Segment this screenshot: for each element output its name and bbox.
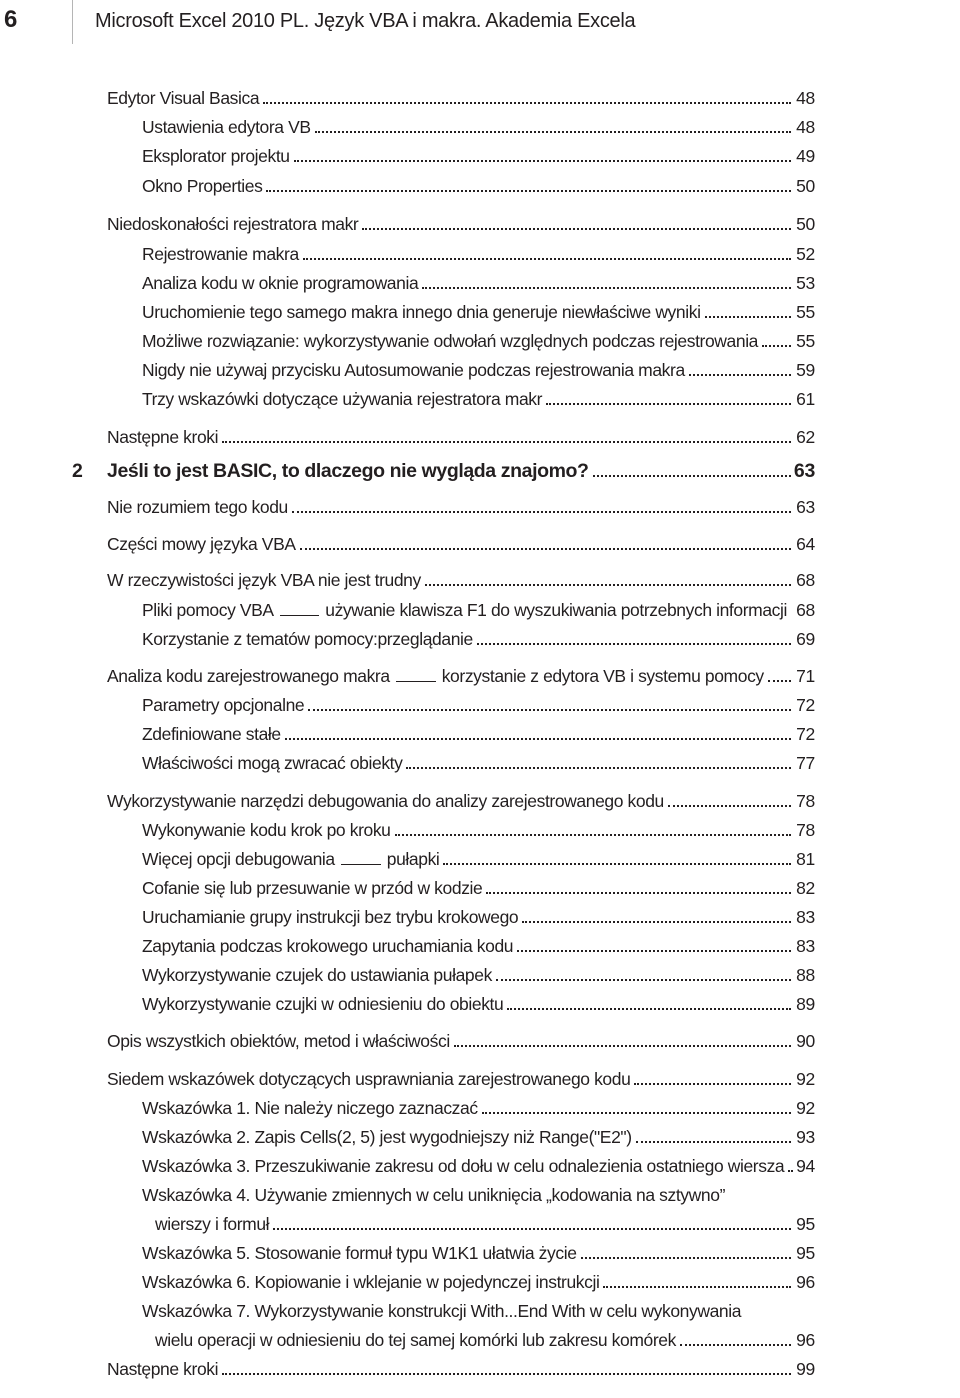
toc-entry-row[interactable] bbox=[0, 172, 960, 200]
toc-entry-row[interactable] bbox=[0, 240, 960, 268]
toc-entry-title: Opis wszystkich obiektów, metod i właściwości bbox=[107, 1031, 450, 1051]
dot-leader bbox=[425, 584, 791, 586]
toc-entry-row[interactable] bbox=[0, 493, 960, 521]
page-number: 6 bbox=[4, 6, 18, 33]
toc-entry bbox=[155, 1326, 815, 1354]
toc-entry-row[interactable] bbox=[0, 787, 960, 815]
dot-leader bbox=[273, 1228, 791, 1230]
toc-entry-title: Eksplorator projektu bbox=[142, 146, 290, 166]
toc-entry bbox=[142, 1297, 741, 1325]
toc-page-number: 90 bbox=[796, 1031, 815, 1051]
dot-leader bbox=[395, 834, 791, 836]
toc-entry-title: Następne kroki bbox=[107, 1359, 219, 1379]
toc-entry-row[interactable] bbox=[0, 1027, 960, 1055]
toc-entry-row[interactable] bbox=[0, 1326, 960, 1354]
toc-entry-row[interactable] bbox=[0, 1123, 960, 1151]
toc-page-number: 89 bbox=[796, 994, 815, 1014]
toc-entry-title: Wskazówka 4. Używanie zmiennych w celu uniknięcia „kodowania na sztywno” bbox=[142, 1185, 725, 1205]
toc-page-number: 96 bbox=[796, 1330, 815, 1350]
dot-leader bbox=[308, 709, 791, 711]
dot-leader bbox=[294, 160, 791, 162]
toc-page-number: 52 bbox=[796, 244, 815, 264]
toc-entry-row[interactable] bbox=[0, 113, 960, 141]
dot-leader bbox=[406, 767, 791, 769]
toc-entry bbox=[142, 1123, 815, 1151]
toc-entry bbox=[142, 240, 815, 268]
toc-entry-row[interactable] bbox=[0, 625, 960, 653]
toc-entry bbox=[142, 625, 815, 653]
dot-leader bbox=[522, 921, 791, 923]
header-divider bbox=[72, 0, 73, 44]
toc-page-number: 83 bbox=[796, 907, 815, 927]
toc-chapter-row[interactable] bbox=[0, 457, 960, 485]
dot-leader bbox=[593, 475, 791, 477]
dot-leader bbox=[603, 1286, 791, 1288]
toc-page-number: 99 bbox=[796, 1359, 815, 1379]
toc-entry bbox=[107, 493, 815, 521]
dot-leader bbox=[454, 1045, 791, 1047]
toc-entry-title: Wskazówka 5. Stosowanie formuł typu W1K1 ułatwia życie bbox=[142, 1243, 577, 1263]
toc-entry-title: Wykorzystywanie czujki w odniesieniu do obiektu bbox=[142, 994, 504, 1014]
toc-page-number: 72 bbox=[796, 724, 815, 744]
em-dash bbox=[396, 681, 436, 682]
toc-entry-row[interactable] bbox=[0, 1355, 960, 1383]
toc-entry-row[interactable] bbox=[0, 596, 960, 624]
toc-page-number: 50 bbox=[796, 214, 815, 234]
toc-entry-title: Wykonywanie kodu krok po kroku bbox=[142, 820, 391, 840]
dot-leader bbox=[546, 403, 791, 405]
toc-entry-row[interactable] bbox=[0, 1152, 960, 1180]
toc-entry-row[interactable] bbox=[0, 1210, 960, 1238]
dot-leader bbox=[222, 1373, 791, 1375]
toc-entry-title: Trzy wskazówki dotyczące używania rejestratora makr bbox=[142, 389, 543, 409]
toc-entry bbox=[142, 1094, 815, 1122]
toc-entry bbox=[107, 787, 815, 815]
toc-entry-title: Wykorzystywanie czujek do ustawiania pułapek bbox=[142, 965, 492, 985]
toc-entry bbox=[107, 423, 815, 451]
toc-entry bbox=[142, 749, 815, 777]
toc-entry bbox=[142, 816, 815, 844]
toc-entry-title: Uruchamianie grupy instrukcji bez trybu krokowego bbox=[142, 907, 519, 927]
toc-entry bbox=[142, 385, 815, 413]
toc-page-number: 49 bbox=[796, 146, 815, 166]
toc-entry-row[interactable] bbox=[0, 1297, 960, 1325]
toc-entry bbox=[142, 356, 815, 384]
dot-leader bbox=[768, 680, 791, 682]
toc-entry-title: Analiza kodu w oknie programowania bbox=[142, 273, 419, 293]
toc-page-number: 63 bbox=[796, 497, 815, 517]
toc-entry bbox=[142, 113, 815, 141]
toc-entry-subtitle: pułapki bbox=[386, 849, 440, 869]
toc-entry-row[interactable] bbox=[0, 961, 960, 989]
toc-entry-row[interactable] bbox=[0, 749, 960, 777]
toc-entry-row[interactable] bbox=[0, 845, 960, 873]
toc-entry-title: Wskazówka 3. Przeszukiwanie zakresu od dołu w celu odnalezienia ostatniego wiersza bbox=[142, 1156, 785, 1176]
toc-page-number: 88 bbox=[796, 965, 815, 985]
toc-entry-row[interactable] bbox=[0, 816, 960, 844]
dot-leader bbox=[362, 228, 791, 230]
toc-entry-row[interactable] bbox=[0, 269, 960, 297]
toc-entry-title: Siedem wskazówek dotyczących usprawniania zarejestrowanego kodu bbox=[107, 1069, 631, 1089]
dot-leader bbox=[486, 892, 791, 894]
page-header bbox=[0, 0, 960, 45]
toc-entry-title: Cofanie się lub przesuwanie w przód w kodzie bbox=[142, 878, 483, 898]
toc-page-number: 93 bbox=[796, 1127, 815, 1147]
dot-leader bbox=[477, 643, 791, 645]
toc-entry-row[interactable] bbox=[0, 1094, 960, 1122]
toc-page-number: 62 bbox=[796, 427, 815, 447]
dot-leader bbox=[222, 441, 791, 443]
toc-page-number: 77 bbox=[796, 753, 815, 773]
toc-entry-row[interactable] bbox=[0, 1239, 960, 1267]
toc-entry-title: Wykorzystywanie narzędzi debugowania do analizy zarejestrowanego kodu bbox=[107, 791, 664, 811]
toc-entry bbox=[142, 1268, 815, 1296]
toc-entry-row[interactable] bbox=[0, 298, 960, 326]
toc-page-number: 92 bbox=[796, 1069, 815, 1089]
toc-entry-row[interactable] bbox=[0, 990, 960, 1018]
toc-entry bbox=[142, 903, 815, 931]
dot-leader bbox=[680, 1344, 791, 1346]
toc-entry bbox=[142, 596, 815, 624]
toc-page-number: 82 bbox=[796, 878, 815, 898]
toc-page-number: 95 bbox=[796, 1214, 815, 1234]
toc-entry-row[interactable] bbox=[0, 720, 960, 748]
dot-leader bbox=[303, 258, 791, 260]
toc-entry-title: Więcej opcji debugowania bbox=[142, 849, 335, 869]
dot-leader bbox=[689, 374, 791, 376]
toc-page-number: 63 bbox=[793, 460, 815, 482]
toc-entry-row[interactable] bbox=[0, 84, 960, 112]
toc-entry bbox=[107, 457, 815, 485]
toc-page-number: 69 bbox=[796, 629, 815, 649]
toc-entry bbox=[142, 990, 815, 1018]
dot-leader bbox=[788, 1170, 791, 1172]
toc-page-number: 68 bbox=[796, 570, 815, 590]
toc-page-number: 48 bbox=[796, 117, 815, 137]
toc-entry-title: Zapytania podczas krokowego uruchamiania kodu bbox=[142, 936, 514, 956]
toc-entry-row[interactable] bbox=[0, 385, 960, 413]
toc-entry-title: Wskazówka 2. Zapis Cells(2, 5) jest wygodniejszy niż Range("E2") bbox=[142, 1127, 632, 1147]
toc-page-number: 96 bbox=[796, 1272, 815, 1292]
toc-entry-title: Korzystanie z tematów pomocy:przeglądanie bbox=[142, 629, 473, 649]
toc-entry bbox=[142, 874, 815, 902]
em-dash bbox=[341, 864, 381, 865]
toc-page-number: 78 bbox=[796, 791, 815, 811]
toc-entry-row[interactable] bbox=[0, 530, 960, 558]
toc-entry bbox=[142, 298, 815, 326]
toc-entry bbox=[142, 1239, 815, 1267]
dot-leader bbox=[668, 805, 791, 807]
toc-page-number: 59 bbox=[796, 360, 815, 380]
dot-leader bbox=[292, 511, 791, 513]
toc-page-number: 94 bbox=[796, 1156, 815, 1176]
toc-entry-title: Analiza kodu zarejestrowanego makra bbox=[107, 666, 390, 686]
toc-entry-title: Parametry opcjonalne bbox=[142, 695, 305, 715]
toc-entry-row[interactable] bbox=[0, 1065, 960, 1093]
toc-entry bbox=[142, 845, 815, 873]
dot-leader bbox=[496, 979, 791, 981]
toc-entry bbox=[107, 210, 815, 238]
toc-entry-subtitle: używanie klawisza F1 do wyszukiwania potrzebnych informacji bbox=[325, 600, 787, 620]
toc-entry-title: wierszy i formuł bbox=[155, 1214, 270, 1234]
toc-entry-row[interactable] bbox=[0, 1268, 960, 1296]
toc-entry-title: Wskazówka 1. Nie należy niczego zaznaczać bbox=[142, 1098, 478, 1118]
toc-entry bbox=[142, 142, 815, 170]
toc-page-number: 72 bbox=[796, 695, 815, 715]
toc-entry bbox=[155, 1210, 815, 1238]
toc-entry-title: Niedoskonałości rejestratora makr bbox=[107, 214, 359, 234]
dot-leader bbox=[315, 131, 791, 133]
toc-entry bbox=[107, 530, 815, 558]
toc-entry-title: Następne kroki bbox=[107, 427, 219, 447]
toc-entry-title: Uruchomienie tego samego makra innego dnia generuje niewłaściwe wyniki bbox=[142, 302, 701, 322]
dot-leader bbox=[634, 1083, 791, 1085]
toc-page-number: 61 bbox=[796, 389, 815, 409]
toc-entry-title: Okno Properties bbox=[142, 176, 263, 196]
toc-entry-row[interactable] bbox=[0, 423, 960, 451]
toc-entry-row[interactable] bbox=[0, 691, 960, 719]
toc-page-number: 50 bbox=[796, 176, 815, 196]
dot-leader bbox=[705, 316, 791, 318]
toc-entry bbox=[142, 172, 815, 200]
dot-leader bbox=[507, 1008, 791, 1010]
toc-entry-title: Zdefiniowane stałe bbox=[142, 724, 281, 744]
dot-leader bbox=[300, 548, 791, 550]
toc-entry-title: Właściwości mogą zwracać obiekty bbox=[142, 753, 403, 773]
toc-entry-title: Rejestrowanie makra bbox=[142, 244, 299, 264]
dot-leader bbox=[581, 1257, 791, 1259]
dot-leader bbox=[636, 1141, 791, 1143]
toc-entry-row[interactable] bbox=[0, 932, 960, 960]
toc-entry-row[interactable] bbox=[0, 1181, 960, 1209]
toc-entry-title: Ustawienia edytora VB bbox=[142, 117, 311, 137]
toc-entry-row[interactable] bbox=[0, 566, 960, 594]
toc-page-number: 48 bbox=[796, 88, 815, 108]
toc-page-number: 83 bbox=[796, 936, 815, 956]
toc-entry bbox=[142, 932, 815, 960]
dot-leader bbox=[266, 190, 791, 192]
dot-leader bbox=[482, 1112, 791, 1114]
toc-entry-row[interactable] bbox=[0, 903, 960, 931]
toc-entry bbox=[142, 269, 815, 297]
toc-entry-row[interactable] bbox=[0, 874, 960, 902]
toc-entry bbox=[107, 1027, 815, 1055]
toc-entry-title: Edytor Visual Basica bbox=[107, 88, 260, 108]
dot-leader bbox=[422, 287, 791, 289]
toc-page-number: 55 bbox=[796, 302, 815, 322]
toc-entry-title: Nie rozumiem tego kodu bbox=[107, 497, 288, 517]
toc-entry-title: Części mowy języka VBA bbox=[107, 534, 296, 554]
toc-entry bbox=[142, 1152, 815, 1180]
toc-entry bbox=[107, 1065, 815, 1093]
toc-entry-row[interactable] bbox=[0, 662, 960, 690]
toc-entry bbox=[142, 691, 815, 719]
dot-leader bbox=[443, 863, 791, 865]
toc-entry-title: Wskazówka 6. Kopiowanie i wklejanie w pojedynczej instrukcji bbox=[142, 1272, 600, 1292]
toc-entry bbox=[142, 720, 815, 748]
book-title: Microsoft Excel 2010 PL. Język VBA i makra. Akademia Excela bbox=[95, 10, 636, 32]
chapter-number: 2 bbox=[72, 460, 83, 482]
dot-leader bbox=[762, 345, 791, 347]
toc-entry-row[interactable] bbox=[0, 356, 960, 384]
toc-page-number: 53 bbox=[796, 273, 815, 293]
toc-entry-subtitle: korzystanie z edytora VB i systemu pomocy bbox=[441, 666, 764, 686]
toc-page-number: 64 bbox=[796, 534, 815, 554]
toc-entry-title: Pliki pomocy VBA bbox=[142, 600, 274, 620]
em-dash bbox=[280, 615, 320, 616]
dot-leader bbox=[263, 102, 791, 104]
toc-page-number: 81 bbox=[796, 849, 815, 869]
toc-entry-title: wielu operacji w odniesieniu do tej samej komórki lub zakresu komórek bbox=[155, 1330, 676, 1350]
toc-entry bbox=[107, 662, 815, 690]
toc-entry bbox=[142, 961, 815, 989]
toc-entry-row[interactable] bbox=[0, 327, 960, 355]
toc-page-number: 78 bbox=[796, 820, 815, 840]
toc-entry bbox=[142, 327, 815, 355]
toc-entry-row[interactable] bbox=[0, 210, 960, 238]
toc-entry-row[interactable] bbox=[0, 142, 960, 170]
dot-leader bbox=[285, 738, 791, 740]
toc-entry-title: Możliwe rozwiązanie: wykorzystywanie odwołań względnych podczas rejestrowania bbox=[142, 331, 759, 351]
toc-entry bbox=[142, 1181, 725, 1209]
toc-page-number: 71 bbox=[796, 666, 815, 686]
toc-page-number: 55 bbox=[796, 331, 815, 351]
toc-entry-title: W rzeczywistości język VBA nie jest trudny bbox=[107, 570, 421, 590]
toc-entry-title: Jeśli to jest BASIC, to dlaczego nie wygląda znajomo? bbox=[107, 460, 589, 482]
toc-entry bbox=[107, 566, 815, 594]
toc-page-number: 68 bbox=[796, 600, 815, 620]
toc-page-number: 95 bbox=[796, 1243, 815, 1263]
toc-entry bbox=[107, 1355, 815, 1383]
toc-page-number: 92 bbox=[796, 1098, 815, 1118]
toc-entry bbox=[107, 84, 815, 112]
dot-leader bbox=[517, 950, 791, 952]
toc-entry-title: Wskazówka 7. Wykorzystywanie konstrukcji With...End With w celu wykonywania bbox=[142, 1301, 742, 1321]
toc-entry-title: Nigdy nie używaj przycisku Autosumowanie podczas rejestrowania makra bbox=[142, 360, 685, 380]
